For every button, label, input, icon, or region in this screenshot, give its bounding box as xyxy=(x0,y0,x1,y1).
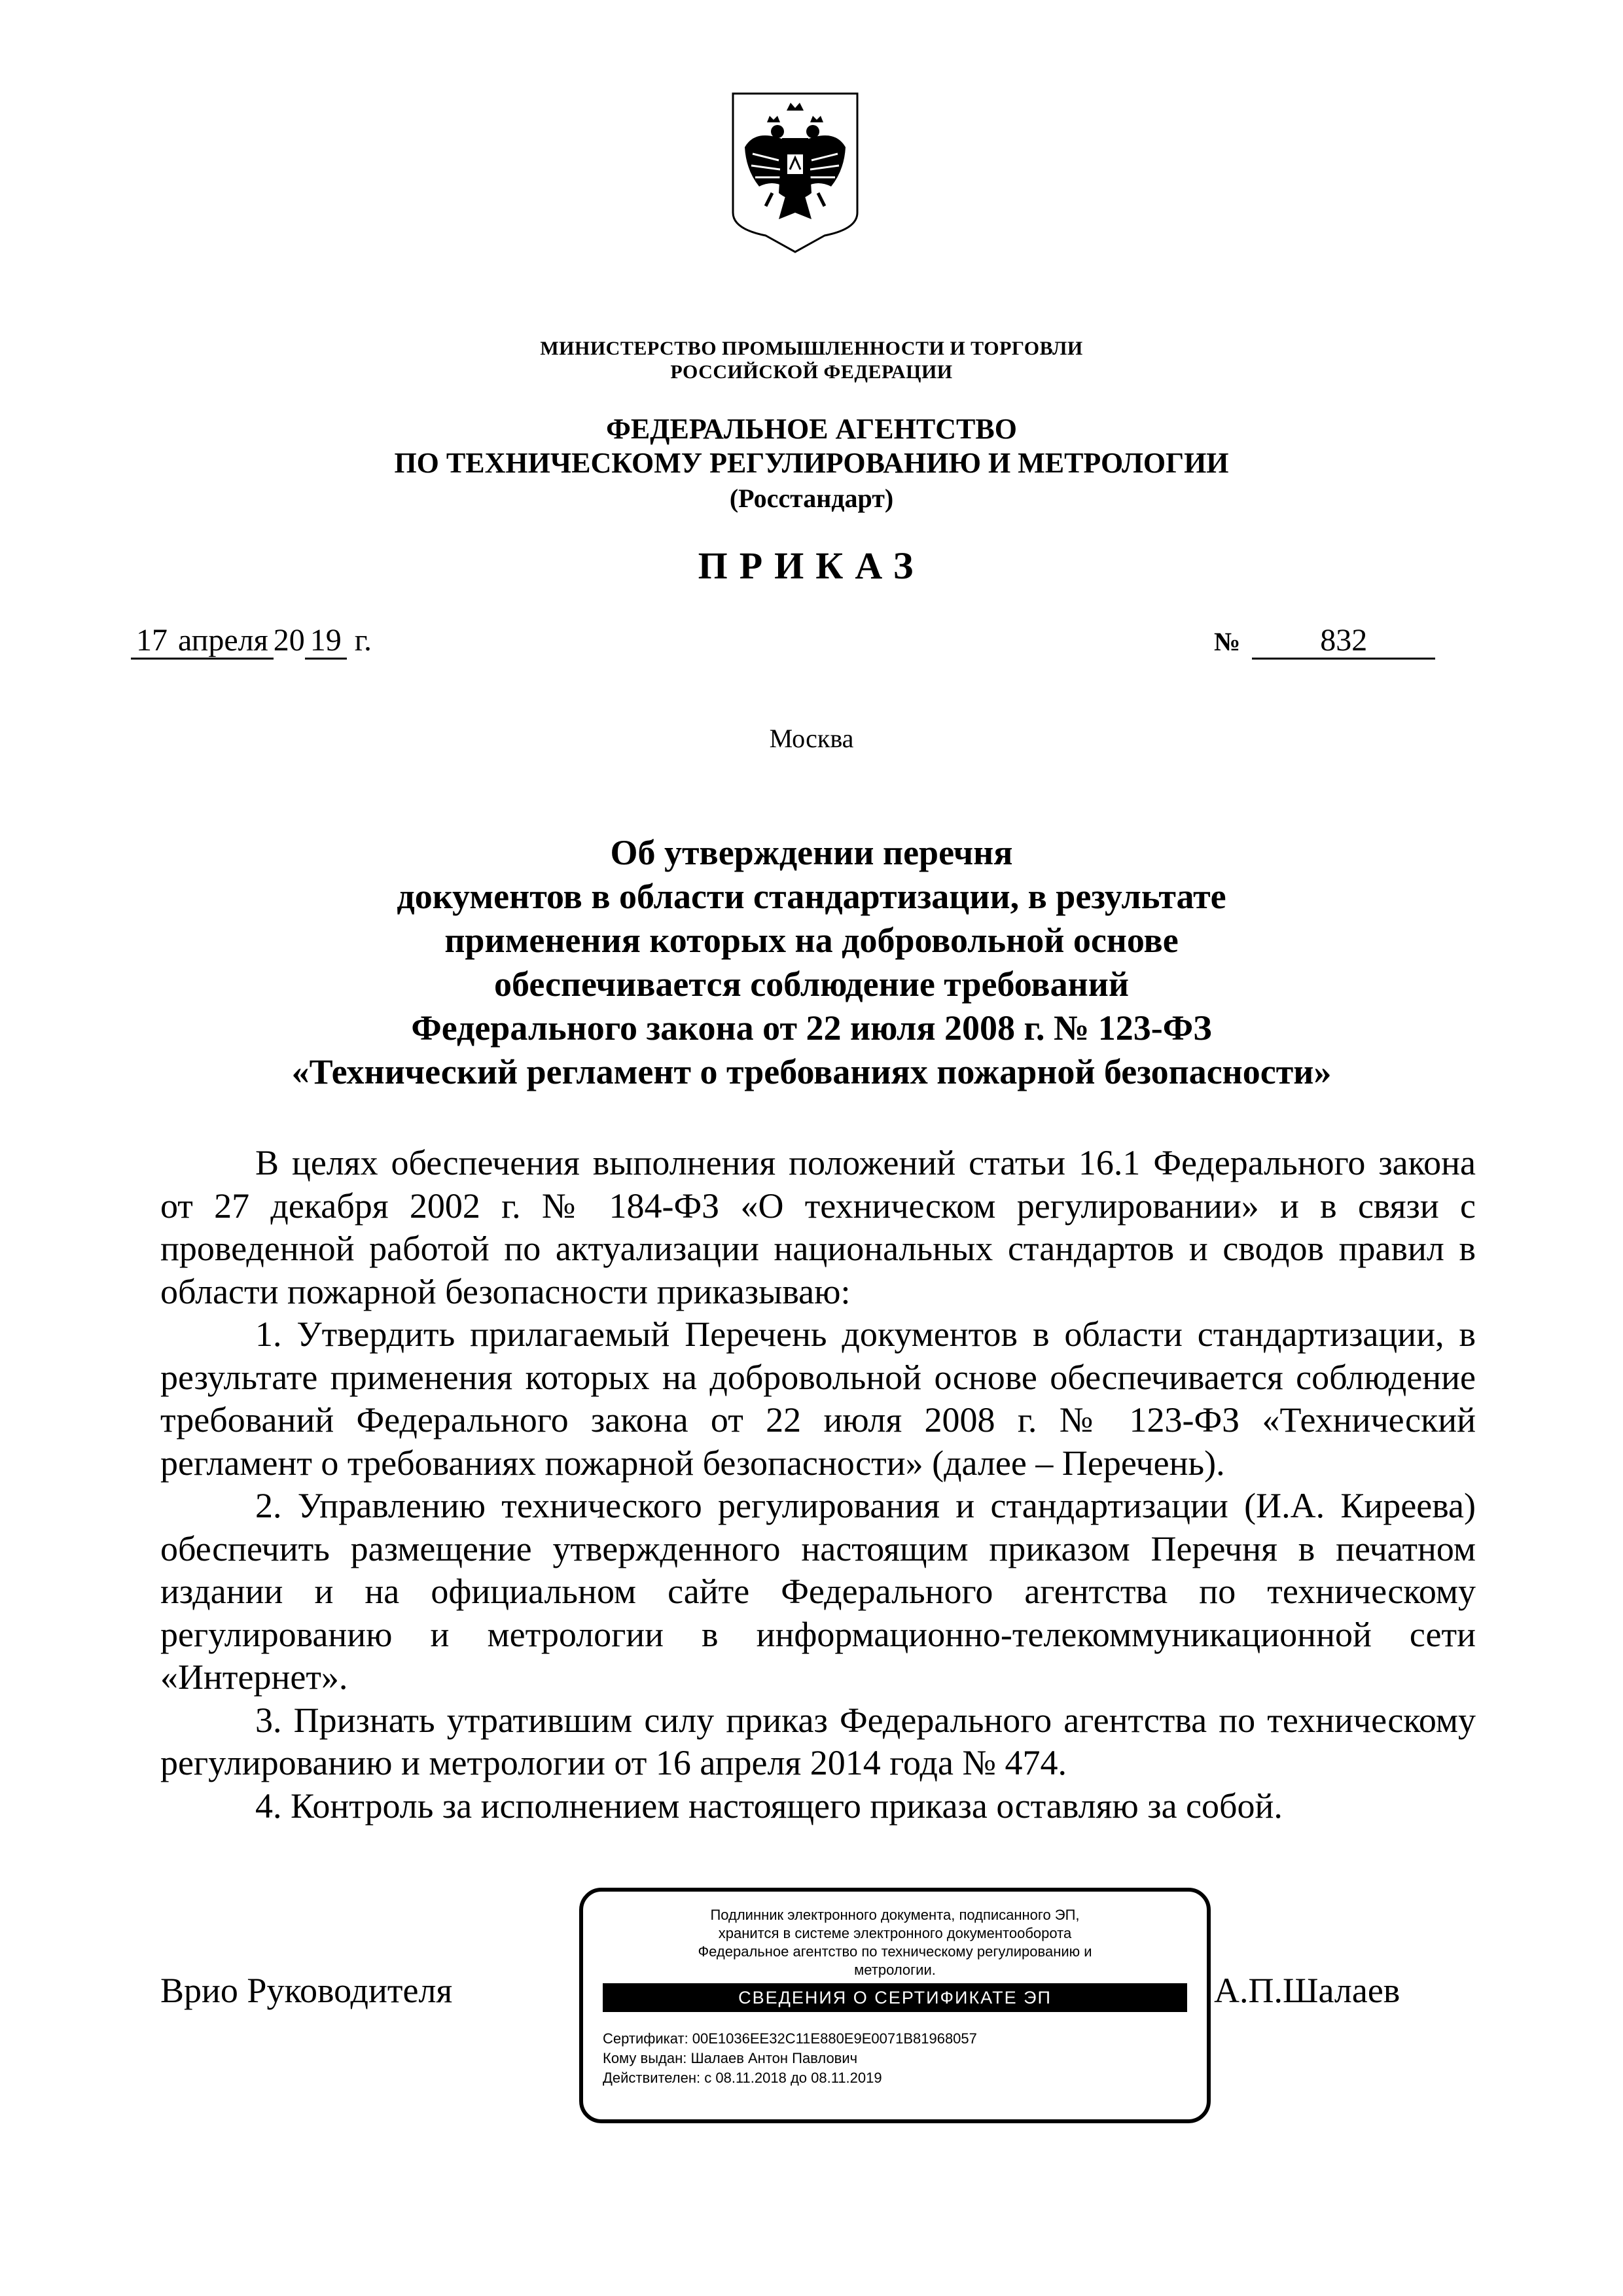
subject-line-4: обеспечивается соблюдение требований xyxy=(494,964,1129,1004)
stamp-notice xyxy=(603,1906,1187,1979)
body-intro: В целях обеспечения выполнения положений статьи 16.1 Федерального закона от 27 декабря 2002 г. № 184-ФЗ «О техническом регулировании» и в связи с проведенной работой по актуализации национальных стандартов и сводов правил в области пожарной безопасности приказываю: xyxy=(160,1143,1476,1311)
stamp-certificate-id: Сертификат: 00E1036EE32C11E880E9E0071B81968057 xyxy=(603,2030,977,2047)
number-sign: № xyxy=(1214,627,1241,656)
stamp-line-3: Федеральное агентство по техническому регулированию и xyxy=(698,1943,1092,1960)
order-number-field xyxy=(1214,622,1435,661)
order-day: 17 xyxy=(131,624,173,660)
body-item-1: 1. Утвердить прилагаемый Перечень документов в области стандартизации, в результате применения которых на добровольной основе обеспечивается соблюдение требований Федерального закона от 22 июля 2008 г. № 123-ФЗ «Технический регламент о требованиях пожарной безопасности» (далее – Перечень). xyxy=(160,1315,1476,1483)
signatory-position: Врио Руководителя xyxy=(160,1971,453,2010)
body-item-4: 4. Контроль за исполнением настоящего приказа оставляю за собой. xyxy=(255,1786,1283,1826)
order-body xyxy=(160,1142,1476,1828)
agency-line-1: ФЕДЕРАЛЬНОЕ АГЕНТСТВО xyxy=(606,413,1017,445)
order-subject xyxy=(196,831,1427,1094)
order-number: 832 xyxy=(1252,624,1435,660)
stamp-issued-to: Кому выдан: Шалаев Антон Павлович xyxy=(603,2050,858,2066)
subject-line-5: Федерального закона от 22 июля 2008 г. № 123-ФЗ xyxy=(411,1008,1212,1048)
electronic-signature-stamp xyxy=(579,1888,1211,2123)
stamp-line-4: метрологии. xyxy=(854,1962,936,1978)
subject-line-2: документов в области стандартизации, в результате xyxy=(397,877,1226,916)
ministry-line-2: РОССИЙСКОЙ ФЕДЕРАЦИИ xyxy=(670,361,953,383)
agency-header xyxy=(0,412,1623,480)
subject-line-6: «Технический регламент о требованиях пожарной безопасности» xyxy=(291,1052,1332,1091)
order-month: апреля xyxy=(173,624,274,660)
body-item-3: 3. Признать утратившим силу приказ Федерального агентства по техническому регулированию и метрологии от 16 апреля 2014 года № 474. xyxy=(160,1700,1476,1782)
stamp-validity: Действителен: с 08.11.2018 до 08.11.2019 xyxy=(603,2070,882,2086)
agency-short-name: (Росстандарт) xyxy=(729,484,894,513)
signatory-name: А.П.Шалаев xyxy=(1214,1971,1400,2010)
stamp-line-2: хранится в системе электронного документооборота xyxy=(718,1925,1072,1941)
order-year-prefix: 20 xyxy=(273,623,305,658)
subject-line-3: применения которых на добровольной основе xyxy=(444,921,1179,960)
stamp-line-1: Подлинник электронного документа, подписанного ЭП, xyxy=(710,1907,1080,1923)
ministry-line-1: МИНИСТЕРСТВО ПРОМЫШЛЕННОСТИ И ТОРГОВЛИ xyxy=(540,338,1083,359)
subject-line-1: Об утверждении перечня xyxy=(610,833,1013,872)
stamp-certificate-info xyxy=(603,2029,1187,2088)
stamp-certificate-band: СВЕДЕНИЯ О СЕРТИФИКАТЕ ЭП xyxy=(603,1983,1187,2012)
coat-of-arms-emblem xyxy=(726,88,864,255)
agency-line-2: ПО ТЕХНИЧЕСКОМУ РЕГУЛИРОВАНИЮ И МЕТРОЛОГИИ xyxy=(394,447,1229,479)
order-city: Москва xyxy=(769,724,854,753)
order-date xyxy=(131,622,372,660)
body-item-2: 2. Управлению технического регулирования и стандартизации (И.А. Киреева) обеспечить размещение утвержденного настоящим приказом Перечня в печатном издании и на официальном сайте Федерального агентства по техническому регулированию и метрологии в информационно-телекоммуникационной сети «Интернет». xyxy=(160,1486,1476,1697)
order-year-mark: г. xyxy=(354,623,372,658)
ministry-header xyxy=(0,337,1623,384)
order-year-suffix: 19 xyxy=(305,624,347,660)
order-title: ПРИКАЗ xyxy=(698,544,925,587)
